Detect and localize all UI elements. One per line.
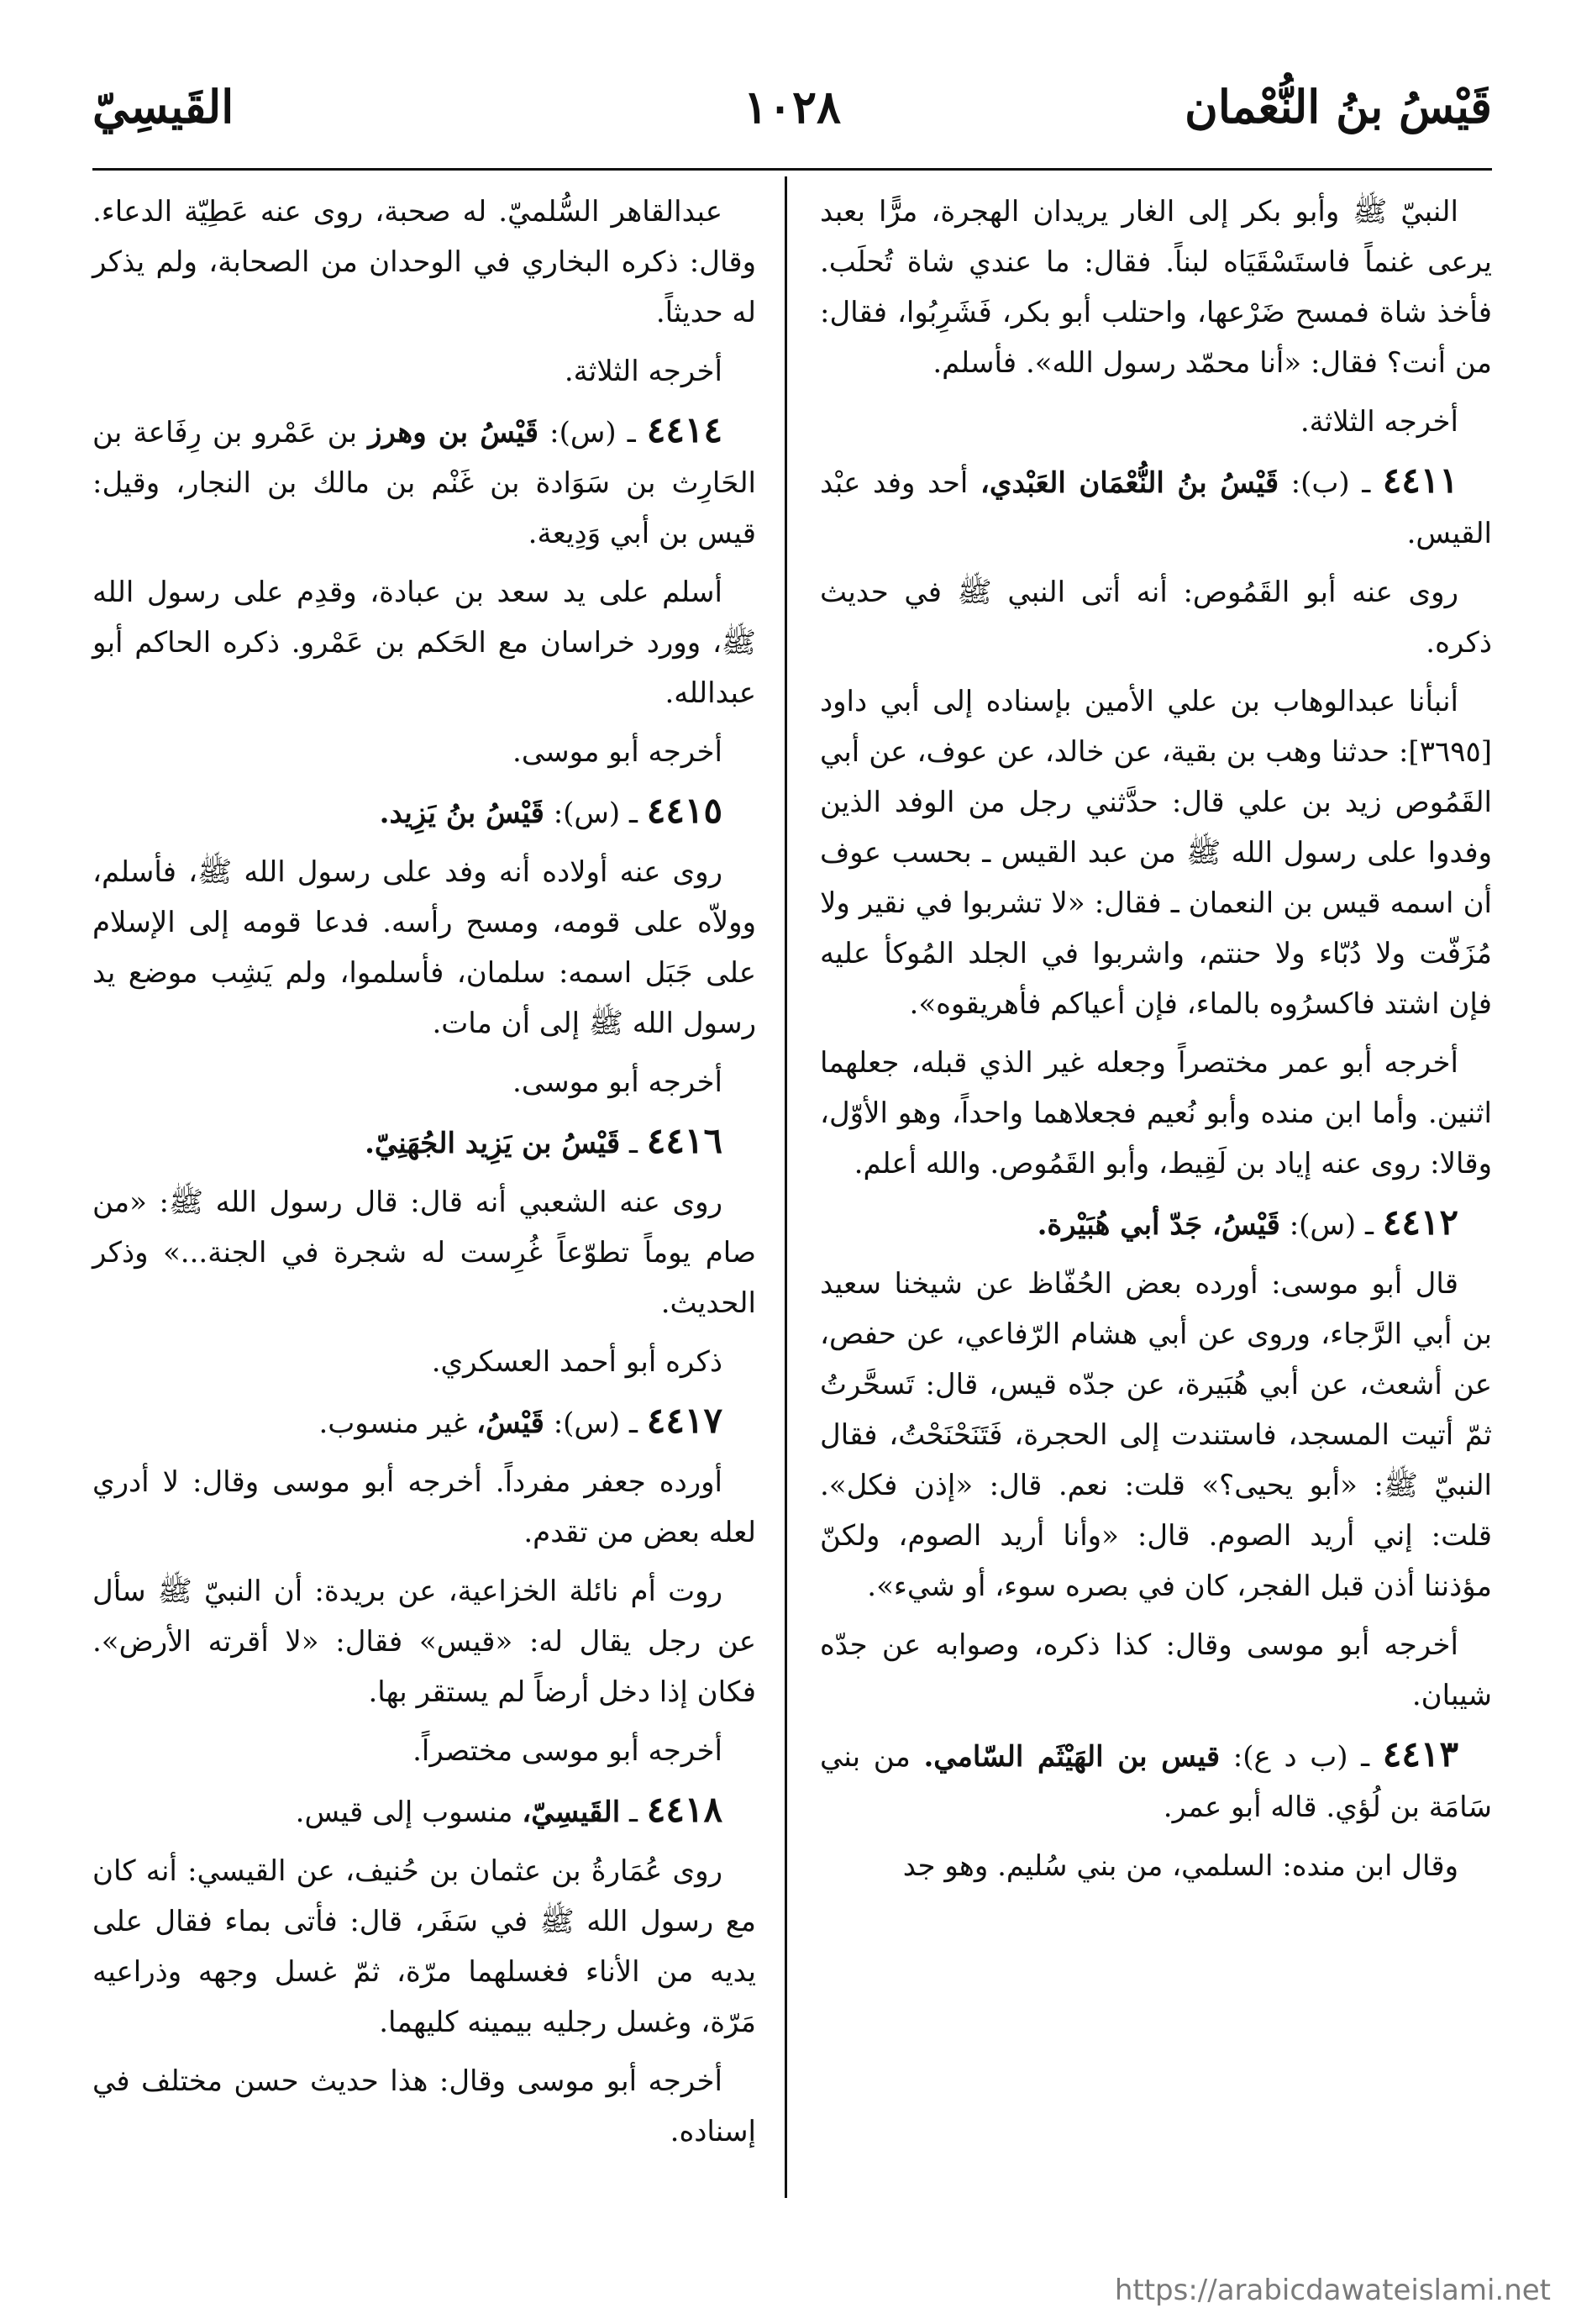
entry-number: ٤٤١٥ [646,790,722,831]
entry-number: ٤٤١٧ [646,1400,722,1441]
biography-entry [820,1197,1492,1250]
entry-name: القَيسِيّ، [522,1796,621,1829]
entry-name: قيس بن الهَيْثَم السّامي. [923,1740,1221,1774]
entry-name: قَيْسُ بن يَزِيد الجُهَنِيّ. [365,1127,621,1160]
left-column [92,187,756,2165]
entry-source-codes: ـ (ب): [1279,466,1383,500]
entry-name: قَيْسُ، جَدّ أبي هُبَيْرة. [1037,1208,1280,1242]
paragraph: أخرجه أبو موسى وقال: كذا ذكره، وصوابه عن جدّه شيبان. [820,1628,1492,1712]
biography-entry [92,1396,756,1449]
header-divider [92,168,1492,171]
entry-name: قَيْسُ، [476,1406,544,1440]
column-divider [785,176,787,2198]
entry-text: غير منسوب. [318,1406,477,1440]
biography-entry [92,1116,756,1169]
entry-source-codes: ـ [620,1127,647,1160]
paragraph: أنبأنا عبدالوهاب بن علي الأمين بإسناده إلى أبي داود [٣٦٩٥]: حدثنا وهب بن بقية، عن خالد، عن عوف، عن أبي القَمُوص زيد بن علي قال: حدَّثني رجل من الوفد الذين وفدوا على رسول الله ﷺ من عبد القيس ـ بحسب عوف أن اسمه قيس بن النعمان ـ فقال: «لا تشربوا في نقير ولا مُزَفّت ولا دُبّاء ولا حنتم، واشربوا في الجلد المُوكأ عليه فإن اشتد فاكسرُوه بالماء، فإن أعياكم فأهريقوه». [820,685,1492,1021]
paragraph: أخرجه أبو موسى مختصراً. [412,1734,722,1768]
paragraph: أخرجه أبو موسى. [512,1065,722,1099]
entry-name: قَيْسُ بنُ يَزِيد. [379,797,544,830]
entry-source-codes: ـ (س): [538,416,647,450]
paragraph: أسلم على يد سعد بن عبادة، وقدِم على رسول الله ﷺ، وورد خراسان مع الحَكم بن عَمْرو. ذكره الحاكم أبو عبدالله. [92,576,756,710]
entry-number: ٤٤١٤ [646,409,722,450]
paragraph: أورده جعفر مفرداً. أخرجه أبو موسى وقال: لا أدري لعله بعض من تقدم. [92,1465,756,1549]
paragraph: النبيّ ﷺ وأبو بكر إلى الغار يريدان الهجرة، مرًّا بعبد يرعى غنماً فاستَسْقَيَاه لبناً. فقال: ما عندي شاة تُحلَب. فأخذ شاة فمسح ضَرْعها، واحتلب أبو بكر، فَشَرِبُوا، فقال: من أنت؟ فقال: «أنا محمّد رسول الله». فأسلم. [820,195,1492,380]
entry-number: ٤٤١١ [1382,460,1458,501]
paragraph: عبدالقاهر السُّلميّ. له صحبة، روى عنه عَطِيّة الدعاء. وقال: ذكره البخاري في الوحدان من الصحابة، ولم يذكر له حديثاً. [92,195,756,329]
paragraph: أخرجه الثلاثة. [564,355,722,388]
biography-entry [820,455,1492,559]
paragraph: روت أم نائلة الخزاعية، عن بريدة: أن النبيّ ﷺ سأل عن رجل يقال له: «قيس» فقال: «لا أقرته الأرض». فكان إذا دخل أرضاً لم يستقر بها. [92,1575,756,1709]
entry-text: منسوب إلى قيس. [295,1796,523,1829]
paragraph: روى عنه أولاده أنه وفد على رسول الله ﷺ، فأسلم، وولاّه على قومه، ومسح رأسه. فدعا قومه إلى الإسلام على جَبَل اسمه: سلمان، فأسلموا، ولم يَشِب موضع يد رسول الله ﷺ إلى أن مات. [92,855,756,1040]
biography-entry [92,786,756,839]
biography-entry [820,1729,1492,1832]
paragraph: أخرجه أبو موسى. [512,735,722,769]
paragraph: روى عنه أبو القَمُوص: أنه أتى النبي ﷺ في حديث ذكره. [820,576,1492,660]
entry-number: ٤٤١٣ [1382,1733,1458,1775]
running-title-right: قَيْسُ بنُ النُّعْمان [1185,80,1492,134]
biography-entry [92,1785,756,1838]
entry-number: ٤٤١٢ [1382,1201,1458,1243]
right-column [820,187,1492,1900]
entry-text: بن عَمْرو بن رِفَاعة بن الحَارِث بن سَوَادة بن غَنْم بن مالك بن النجار، وقيل: قيس بن أبي وَدِيعة. [92,416,756,550]
paragraph: أخرجه أبو موسى وقال: هذا حديث حسن مختلف في إسناده. [92,2064,756,2148]
paragraph: قال أبو موسى: أورده بعض الحُفّاظ عن شيخنا سعيد بن أبي الرَّجاء، وروى عن أبي هشام الرّفاعي، عن حفص، عن أشعث، عن أبي هُبَيرة، عن جدّه قيس، قال: تَسحَّرتُ ثمّ أتيت المسجد، فاستندت إلى الحجرة، فَتَنَحْنَحْتُ، فقال النبيّ ﷺ: «أبو يحيى؟» قلت: نعم. قال: «إذن فكل». قلت: إني أريد الصوم. قال: «وأنا أريد الصوم، ولكنّ مؤذننا أذن قبل الفجر، كان في بصره سوء، أو شيء». [820,1267,1492,1603]
page-header [92,80,1492,155]
biography-entry [92,405,756,559]
watermark-url: https://arabicdawateislami.net [1114,2274,1551,2307]
entry-name: قَيْسُ بنُ النُّعْمَان العَبْدي، [980,466,1279,500]
entry-source-codes: ـ [620,1796,647,1829]
paragraph: ذكره أبو أحمد العسكري. [431,1345,722,1379]
entry-text: من بني سَامَة بن لُؤي. قاله أبو عمر. [820,1740,1492,1824]
page-number: ١٠٢٨ [743,80,842,134]
entry-source-codes: ـ (ب د ع): [1220,1740,1383,1774]
paragraph: أخرجه الثلاثة. [1300,405,1458,439]
paragraph: روى عنه الشعبي أنه قال: قال رسول الله ﷺ: «من صام يوماً تطوّعاً غُرِست له شجرة في الجنة...» وذكر الحديث. [92,1186,756,1320]
paragraph: أخرجه أبو عمر مختصراً وجعله غير الذي قبله، جعلهما اثنين. وأما ابن منده وأبو نُعيم فجعلاهما واحداً، وهو الأوّل، وقالا: روى عنه إياد بن لَقِيط، وأبو القَمُوص. والله أعلم. [820,1046,1492,1180]
entry-text: أحد وفد عبْد القيس. [820,466,1492,550]
paragraph: روى عُمَارةُ بن عثمان بن حُنيف، عن القيسي: أنه كان مع رسول الله ﷺ في سَفَر، قال: فأتى بماء فقال على يديه من الأناء فغسلهما مرّة، ثمّ غسل وجهه وذراعيه مَرّة، وغسل رجليه بيمينه كليهما. [92,1854,756,2039]
entry-number: ٤٤١٨ [646,1789,722,1830]
running-title-left: القَيسِيّ [92,80,234,134]
entry-name: قَيْسُ بن وهرز [368,416,539,450]
entry-source-codes: ـ (س): [544,797,647,830]
paragraph: وقال ابن منده: السلمي، من بني سُليم. وهو جد [902,1849,1458,1883]
entry-source-codes: ـ (س): [1279,1208,1383,1242]
entry-source-codes: ـ (س): [544,1406,647,1440]
entry-number: ٤٤١٦ [646,1120,722,1161]
